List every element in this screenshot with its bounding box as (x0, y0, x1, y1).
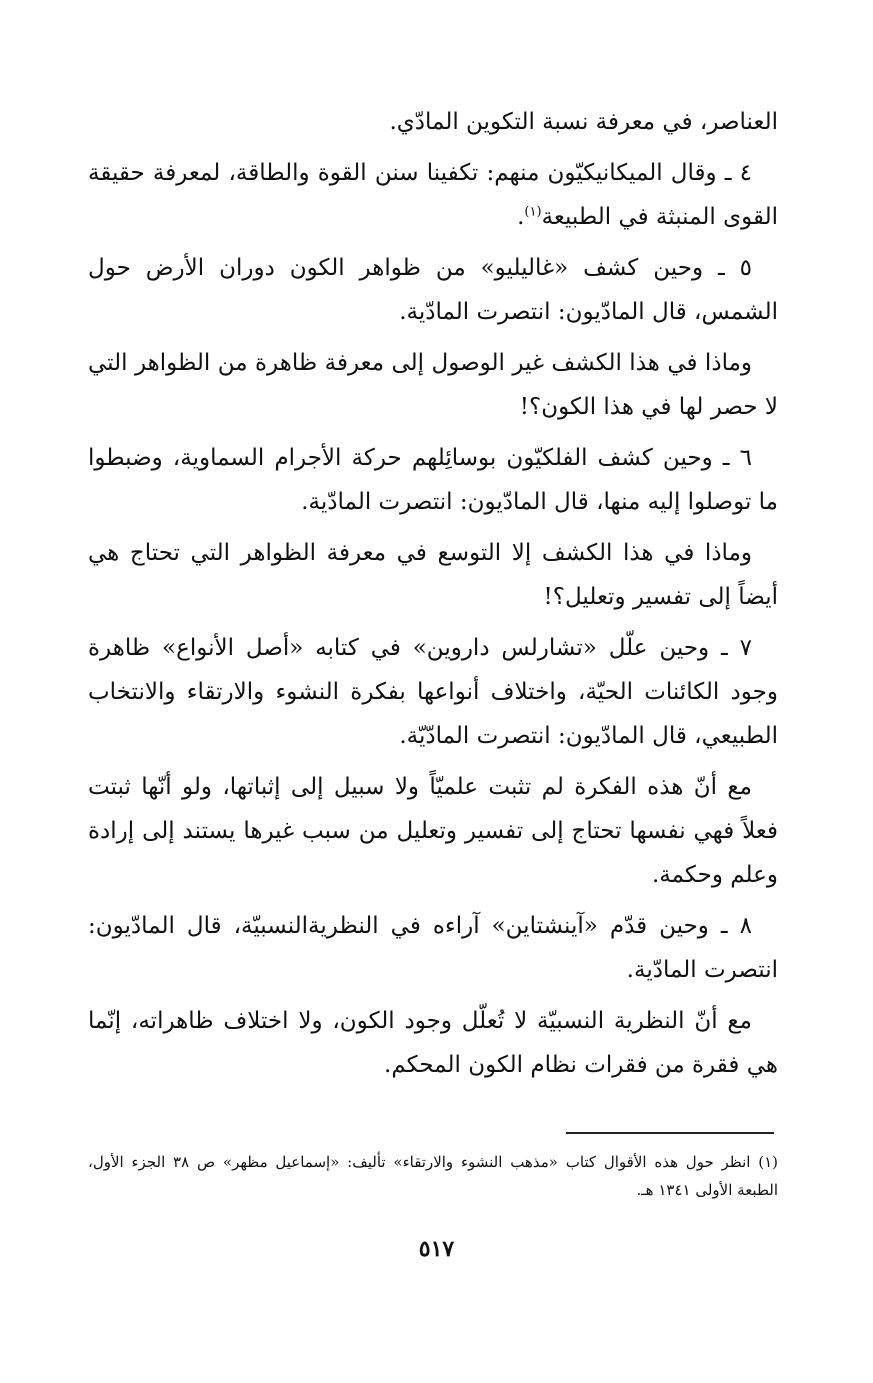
paragraph-2-end: . (517, 204, 525, 230)
paragraph-9: ٨ ـ وحين قدّم «آينشتاين» آراءه في النظريةالنسبيّة، قال المادّيون: انتصرت المادّية. (88, 913, 778, 983)
paragraph-1: العناصر، في معرفة نسبة التكوين المادّي. (389, 109, 778, 135)
paragraph-6: وماذا في هذا الكشف إلا التوسع في معرفة الظواهر التي تحتاج هي أيضاً إلى تفسير وتعليل؟! (88, 540, 778, 610)
paragraph-10: مع أنّ النظرية النسبيّة لا تُعلّل وجود الكون، ولا اختلاف ظاهراته، إنّما هي فقرة من فقرات نظام الكون المحكم. (88, 1008, 778, 1078)
paragraph-8: مع أنّ هذه الفكرة لم تثبت علميّاً ولا سبيل إلى إثباتها، ولو أنّها ثبتت فعلاً فهي نفسها تحتاج إلى تفسير وتعليل من سبب غيرها يستند إلى إرادة وعلم وحكمة. (88, 774, 778, 888)
paragraph-3: ٥ ـ وحين كشف «غاليليو» من ظواهر الكون دوران الأرض حول الشمس، قال المادّيون: انتصرت المادّية. (88, 255, 778, 325)
main-text (88, 100, 778, 1094)
paragraph-4: وماذا في هذا الكشف غير الوصول إلى معرفة ظاهرة من الظواهر التي لا حصر لها في هذا الكون؟! (88, 350, 778, 420)
paragraph-5: ٦ ـ وحين كشف الفلكيّون بوسائِلهم حركة الأجرام السماوية، وضبطوا ما توصلوا إليه منها، قال المادّيون: انتصرت المادّية. (88, 445, 778, 515)
footnote: (١) انظر حول هذه الأقوال كتاب «مذهب النشوء والارتقاء» تأليف: «إسماعيل مظهر» ص ٣٨ الجزء الأول، الطبعة الأولى ١٣٤١ هـ. (88, 1153, 778, 1199)
footnote-marker[interactable]: (١) (524, 204, 542, 220)
paragraph-7: ٧ ـ وحين علّل «تشارلس داروين» في كتابه «أصل الأنواع» ظاهرة وجود الكائنات الحيّة، واختلاف أنواعها بفكرة النشوء والارتقاء والانتخاب الطبيعي، قال المادّيون: انتصرت المادّيّة. (88, 635, 778, 749)
page-number: ٥١٧ (418, 1236, 455, 1262)
paragraph-2-text: ٤ ـ وقال الميكانيكيّون منهم: تكفينا سنن القوة والطاقة، لمعرفة حقيقة القوى المنبثة في الطبيعة (88, 160, 778, 230)
paragraph-2 (88, 151, 778, 239)
footnote-divider (566, 1132, 774, 1134)
